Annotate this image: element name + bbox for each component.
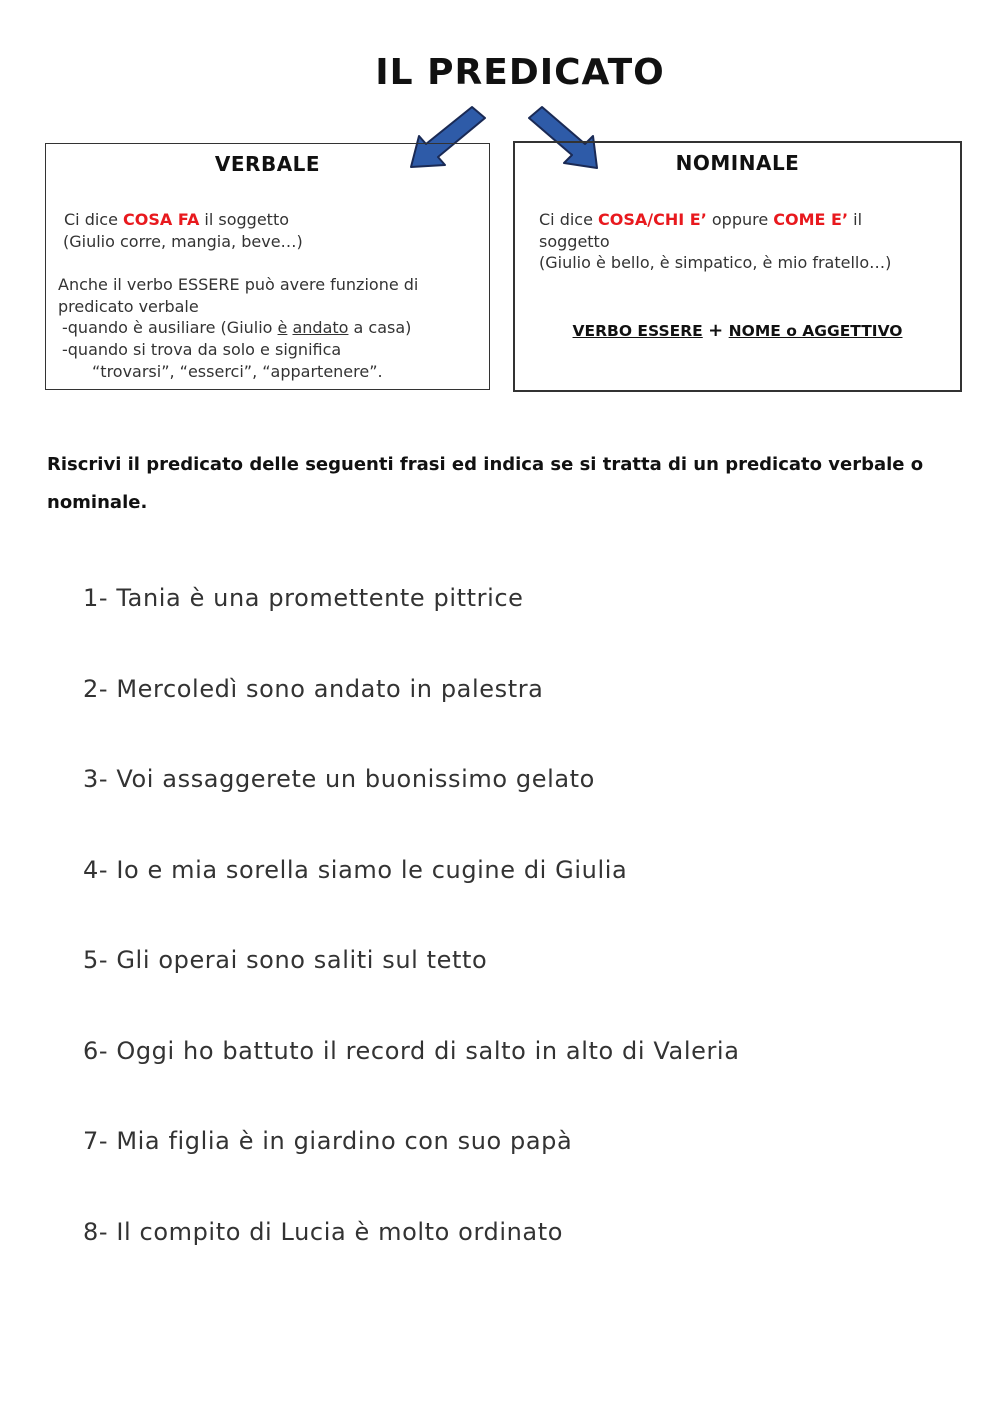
verbale-definition (64, 209, 289, 231)
sentence-1: 1- Tania è una promettente pittrice (83, 584, 524, 612)
nominale-def-text: Ci dice (539, 210, 599, 229)
aux-underlined-e: è (277, 318, 288, 337)
sentence-6: 6- Oggi ho battuto il record di salto in alto di Valeria (83, 1037, 740, 1065)
verbale-essere-line1: Anche il verbo ESSERE può avere funzione di (58, 275, 419, 294)
nominale-formula (515, 320, 960, 343)
sentence-2: 2- Mercoledì sono andato in palestra (83, 675, 544, 703)
verbale-def-text-end: il soggetto (199, 210, 290, 229)
sentence-4: 4- Io e mia sorella siamo le cugine di Giulia (83, 856, 628, 884)
nominale-example: (Giulio è bello, è simpatico, è mio fratello…) (539, 253, 892, 272)
formula-verbo-essere: VERBO ESSERE (572, 322, 703, 340)
formula-plus: + (708, 320, 724, 341)
nominale-def-line2: soggetto (539, 232, 610, 251)
nominale-def-highlight-2: COME E’ (773, 210, 849, 229)
verbale-alone-line2: “trovarsi”, “esserci”, “appartenere”. (92, 362, 383, 381)
nominale-box (513, 141, 962, 392)
verbale-heading: VERBALE (214, 152, 321, 176)
nominale-heading: NOMINALE (675, 151, 800, 175)
nominale-def-text-mid: oppure (706, 210, 774, 229)
aux-text-end: a casa) (348, 318, 412, 337)
aux-text: -quando è ausiliare (Giulio (62, 318, 278, 337)
sentence-7: 7- Mia figlia è in giardino con suo papà (83, 1127, 573, 1155)
aux-underlined-andato: andato (292, 318, 349, 337)
verbale-alone-line1: -quando si trova da solo e significa (62, 340, 342, 359)
formula-nome-aggettivo: NOME o AGGETTIVO (728, 322, 903, 340)
verbale-auxiliary (62, 317, 411, 339)
nominale-def-text-end: il (848, 210, 863, 229)
nominale-def-highlight-1: COSA/CHI E’ (598, 210, 707, 229)
exercise-instructions: Riscrivi il predicato delle seguenti frasi ed indica se si tratta di un predicato verbale o nominale. (47, 454, 924, 513)
sentence-8: 8- Il compito di Lucia è molto ordinato (83, 1218, 563, 1246)
page-title: IL PREDICATO (375, 52, 665, 93)
verbale-example: (Giulio corre, mangia, beve…) (63, 232, 303, 251)
verbale-def-highlight: COSA FA (123, 210, 200, 229)
verbale-def-text: Ci dice (64, 210, 124, 229)
verbale-essere-line2: predicato verbale (58, 297, 199, 316)
sentence-5: 5- Gli operai sono saliti sul tetto (83, 946, 488, 974)
verbale-box (45, 143, 490, 390)
sentence-3: 3- Voi assaggerete un buonissimo gelato (83, 765, 595, 793)
nominale-definition (539, 209, 862, 231)
